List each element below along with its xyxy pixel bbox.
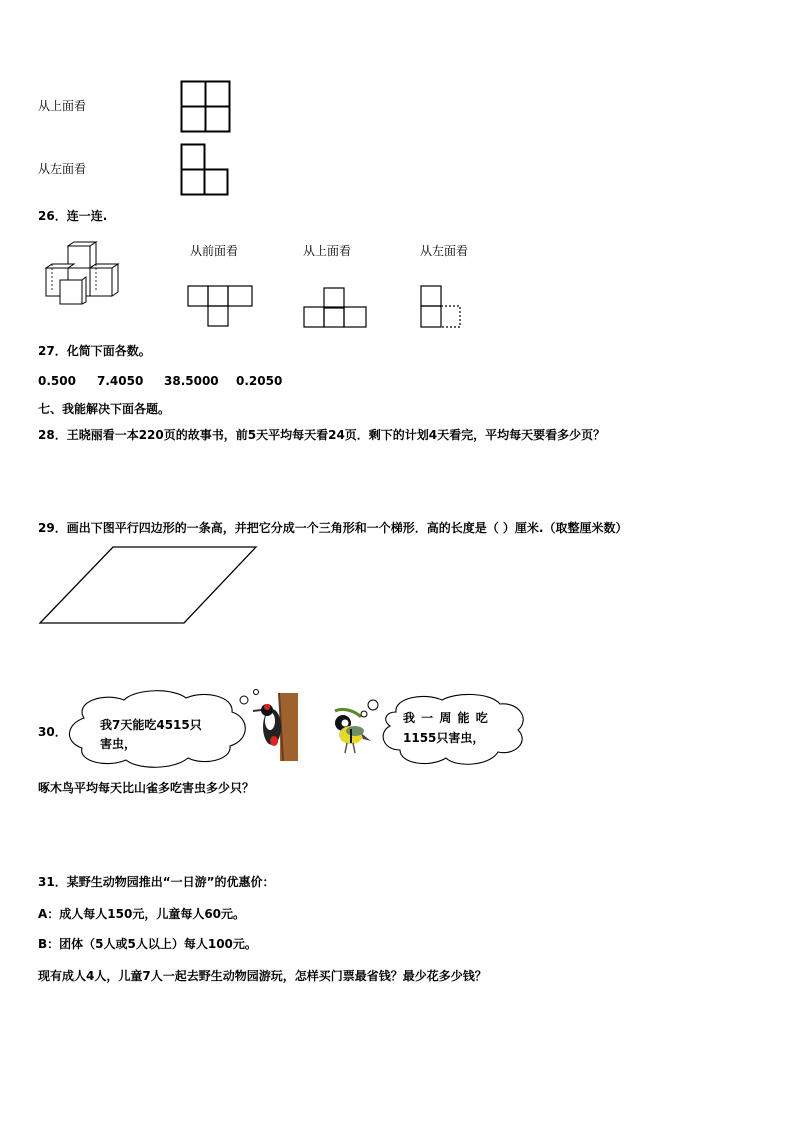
bubble1-line2: 害虫， [100,737,137,751]
q31-question: 现有成人4人，儿童7人一起去野生动物园游玩，怎样买门票最省钱？最少花多少钱？ [38,969,487,983]
q26-label-front: 从前面看 [190,244,239,258]
q26-top-view-shape [303,287,369,329]
q29-text: 29．画出下图平行四边形的一条高，并把它分成一个三角形和一个梯形．高的长度是（ ）厘米.（取整厘米数） [38,521,628,535]
section-heading: 七、我能解决下面各题。 [38,402,171,416]
q26-label-top: 从上面看 [303,244,352,258]
label-top-view: 从上面看 [38,99,87,113]
q26-title: 26．连一连. [38,209,108,223]
q31-title: 31．某野生动物园推出“一日游”的优惠价： [38,875,275,889]
q27-title: 27．化简下面各数。 [38,344,151,358]
q30-number: 30． [38,725,67,739]
woodpecker-icon [250,693,300,763]
q31-option-b: B：团体（5人或5人以上）每人100元。 [38,937,257,951]
q27-number: 0.2050 [236,374,283,388]
q26-left-view-shape [420,285,466,329]
q27-number: 0.500 [38,374,76,388]
q31-option-a: A：成人每人150元，儿童每人60元。 [38,907,246,921]
q28-text: 28．王晓丽看一本220页的故事书，前5天平均每天看24页．剩下的计划4天看完，平均每天要看多少页？ [38,428,606,442]
q27-number: 7.4050 [97,374,144,388]
q26-label-left: 从左面看 [420,244,469,258]
label-left-view: 从左面看 [38,162,87,176]
q26-front-view-shape [187,285,257,329]
cube-stack-figure [42,244,128,308]
bubble2-line1: 我 一 周 能 吃 [403,711,489,725]
top-view-grid [180,80,232,134]
left-view-grid [180,143,230,196]
bubble1-line1: 我7天能吃4515只 [100,718,202,732]
q30-question: 啄木鸟平均每天比山雀多吃害虫多少只？ [38,781,255,795]
parallelogram-figure [38,545,260,627]
bubble2-line2: 1155只害虫， [403,731,485,745]
q27-number: 38.5000 [164,374,219,388]
